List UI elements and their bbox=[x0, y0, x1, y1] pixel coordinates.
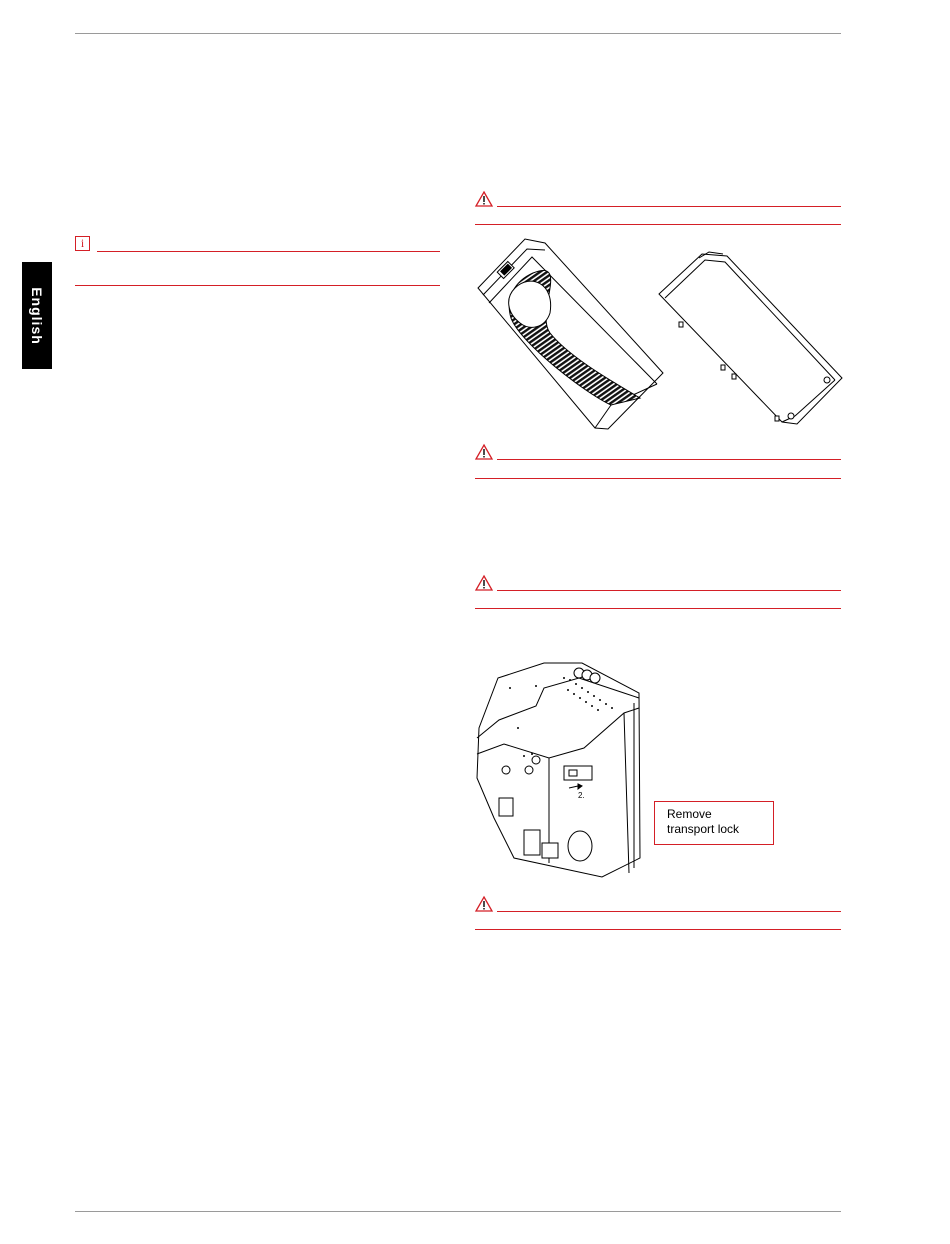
language-tab bbox=[22, 262, 52, 369]
warning-3-top-rule bbox=[497, 590, 841, 591]
transport-lock-drawing bbox=[474, 658, 654, 882]
warning-triangle-icon bbox=[475, 191, 493, 207]
cabinet-front-drawing bbox=[475, 233, 665, 433]
language-tab-label: English bbox=[29, 286, 45, 345]
callout-line-2: transport lock bbox=[667, 822, 740, 836]
info-note-bottom-rule bbox=[75, 285, 440, 286]
warning-2-bottom-rule bbox=[475, 478, 841, 479]
warning-4-top-rule bbox=[497, 911, 841, 912]
warning-1-top-rule bbox=[497, 206, 841, 207]
warning-3-bottom-rule bbox=[475, 608, 841, 609]
cabinet-rear-drawing bbox=[657, 250, 843, 430]
header-rule bbox=[75, 33, 841, 34]
step-label: 2. bbox=[578, 791, 585, 800]
info-icon: i bbox=[75, 236, 90, 251]
callout-line-1: Remove bbox=[667, 807, 712, 821]
warning-1-bottom-rule bbox=[475, 224, 841, 225]
warning-triangle-icon bbox=[475, 896, 493, 912]
warning-triangle-icon bbox=[475, 444, 493, 460]
info-note-top-rule bbox=[97, 251, 440, 252]
transport-lock-callout bbox=[654, 801, 774, 845]
warning-2-top-rule bbox=[497, 459, 841, 460]
warning-triangle-icon bbox=[475, 575, 493, 591]
footer-rule bbox=[75, 1211, 841, 1212]
warning-4-bottom-rule bbox=[475, 929, 841, 930]
